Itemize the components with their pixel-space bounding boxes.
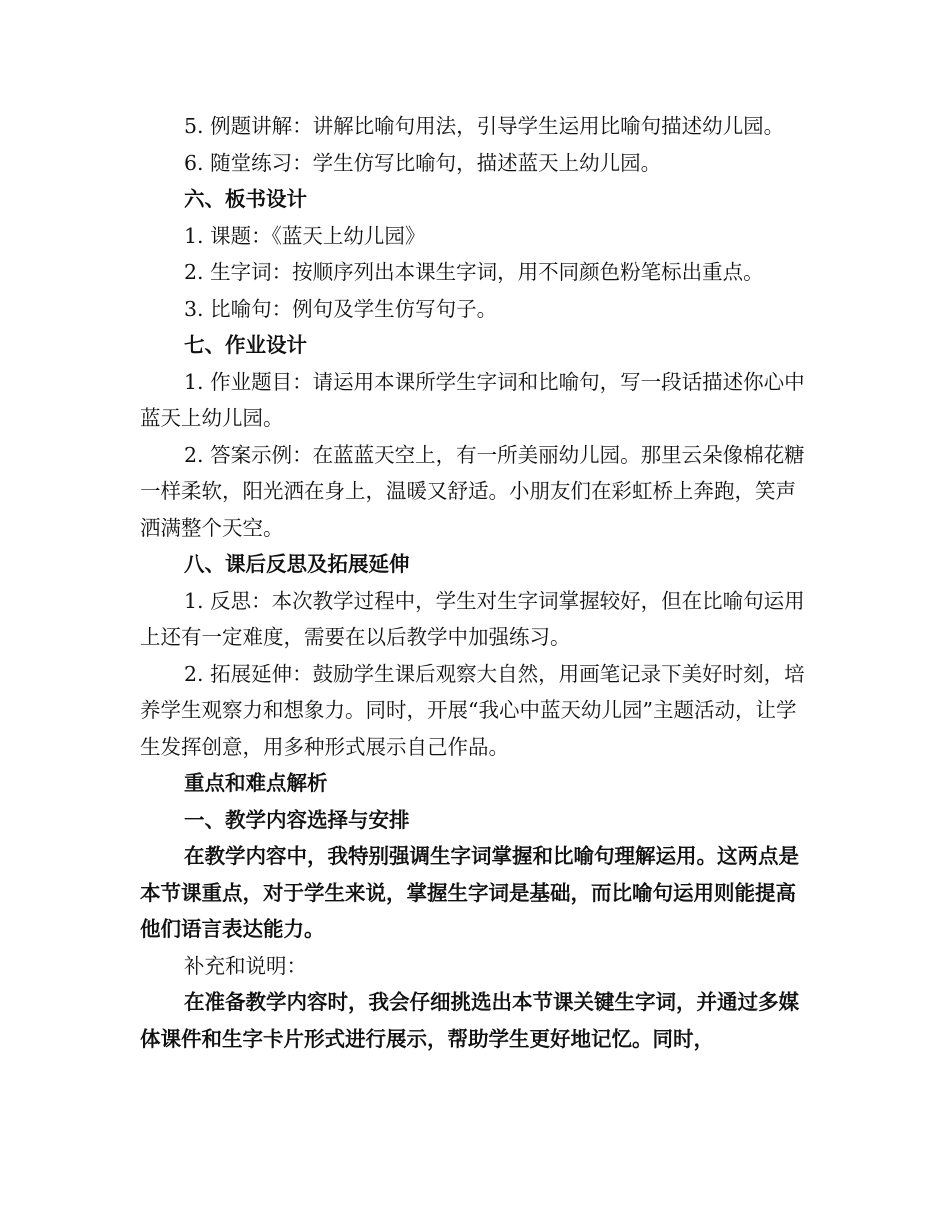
- paragraph-board-3: 3. 比喻句：例句及学生仿写句子。: [184, 296, 498, 321]
- heading-content-selection: 一、教学内容选择与安排: [184, 807, 410, 832]
- paragraph-board-1: 1. 课题：《蓝天上幼儿园》: [184, 223, 426, 248]
- paragraph-reflection-1: 1. 反思：本次教学过程中，学生对生字词掌握较好，但在比喻句运用上还有一定难度，需要在以后教学中加强练习。: [140, 588, 805, 649]
- heading-board-design: 六、板书设计: [184, 187, 307, 211]
- paragraph-board-2: 2. 生字词：按顺序列出本课生字词，用不同颜色粉笔标出重点。: [184, 260, 764, 284]
- paragraph-step-6: 6. 随堂练习：学生仿写比喻句，描述蓝天上幼儿园。: [184, 150, 662, 175]
- heading-homework-design: 七、作业设计: [184, 333, 307, 357]
- paragraph-homework-1: 1. 作业题目：请运用本课所学生字词和比喻句，写一段话描述你心中蓝天上幼儿园。: [140, 369, 805, 430]
- heading-key-points: 重点和难点解析: [184, 771, 328, 795]
- heading-reflection: 八、课后反思及拓展延伸: [184, 552, 410, 576]
- paragraph-step-5: 5. 例题讲解：讲解比喻句用法，引导学生运用比喻句描述幼儿园。: [184, 114, 785, 138]
- paragraph-reflection-2: 2. 拓展延伸：鼓励学生课后观察大自然，用画笔记录下美好时刻，培养学生观察力和想象力。同时，开展“我心中蓝天幼儿园”主题活动，让学生发挥创意，用多种形式展示自己作品。: [140, 661, 805, 759]
- paragraph-homework-2: 2. 答案示例：在蓝蓝天空上，有一所美丽幼儿园。那里云朵像棉花糖一样柔软，阳光洒在身上，温暖又舒适。小朋友们在彩虹桥上奔跑，笑声洒满整个天空。: [140, 442, 805, 540]
- document-page: [140, 108, 812, 1057]
- paragraph-content-emphasis: 在教学内容中，我特别强调生字词掌握和比喻句理解运用。这两点是本节课重点，对于学生来说，掌握生字词是基础，而比喻句运用则能提高他们语言表达能力。: [140, 844, 799, 941]
- paragraph-supplement-label: 补充和说明：: [184, 953, 307, 978]
- paragraph-preparation: 在准备教学内容时，我会仔细挑选出本节课关键生字词，并通过多媒体课件和生字卡片形式进行展示，帮助学生更好地记忆。同时，: [140, 990, 799, 1051]
